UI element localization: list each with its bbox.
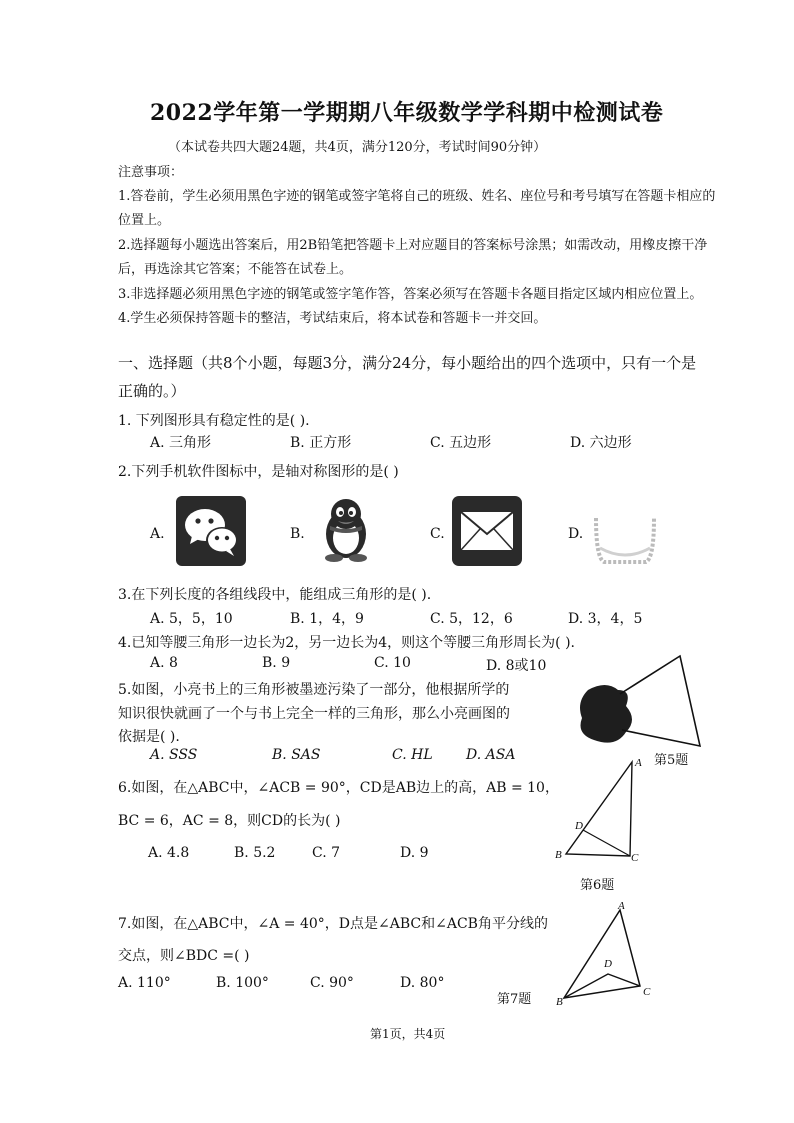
page-number: 第1页，共4页 <box>370 1027 446 1041</box>
q5-option-d: D. ASA <box>466 747 516 763</box>
q6-label-d: D <box>575 820 583 832</box>
q7-option-c: C. 90° <box>310 975 354 991</box>
q7-option-b: B. 100° <box>216 975 269 991</box>
q2-option-c: C. <box>430 526 445 542</box>
q4-option-b: B. 9 <box>262 655 291 671</box>
question-6-line: BC = 6，AC = 8，则CD的长为( ) <box>118 813 341 829</box>
wechat-icon <box>176 496 246 566</box>
notice-line: 位置上。 <box>118 213 171 228</box>
q7-option-a: A. 110° <box>118 975 171 991</box>
question-5-line: 依据是( ). <box>118 729 180 745</box>
question-3-stem: 3.在下列长度的各组线段中，能组成三角形的是( ). <box>118 587 432 603</box>
question-2-stem: 2.下列手机软件图标中，是轴对称图形的是( ) <box>118 464 399 480</box>
q6-figure <box>552 756 652 866</box>
question-7-line: 交点，则∠BDC =( ) <box>118 948 250 964</box>
section-heading: 一、选择题（共8个小题，每题3分，满分24分，每小题给出的四个选项中，只有一个是 <box>118 354 697 372</box>
q5-figure <box>570 650 720 750</box>
question-7-line: 7.如图，在△ABC中，∠A = 40°，D点是∠ABC和∠ACB角平分线的 <box>118 916 548 932</box>
notice-line: 3.非选择题必须用黑色字迹的钢笔或签字笔作答，答案必须写在答题卡各题目指定区域内相应位置上。 <box>118 287 703 302</box>
question-5-line: 5.如图，小亮书上的三角形被墨迹污染了一部分，他根据所学的 <box>118 682 510 698</box>
q6-label-c: C <box>631 852 639 864</box>
mail-icon <box>452 496 522 566</box>
q7-option-d: D. 80° <box>400 975 445 991</box>
notice-line: 1.答卷前，学生必须用黑色字迹的钢笔或签字笔将自己的班级、姓名、座位号和考号填写在答题卡相应的 <box>118 189 716 204</box>
q6-option-c: C. 7 <box>312 845 341 861</box>
q4-option-a: A. 8 <box>150 655 178 671</box>
page-title: 2022学年第一学期期八年级数学学科期中检测试卷 <box>150 100 664 126</box>
q7-figure <box>556 902 656 1008</box>
q3-option-b: B. 1，4，9 <box>290 611 364 627</box>
q1-option-d: D. 六边形 <box>570 435 632 451</box>
q6-label-b: B <box>555 849 562 861</box>
notice-line: 后，再选涂其它答案；不能答在试卷上。 <box>118 262 353 277</box>
q4-option-c: C. 10 <box>374 655 411 671</box>
q3-option-c: C. 5，12，6 <box>430 611 513 627</box>
q5-option-a: A. SSS <box>150 747 198 763</box>
q2-option-b: B. <box>290 526 305 542</box>
q4-option-d: D. 8或10 <box>486 658 547 674</box>
q7-label-d: D <box>604 958 612 970</box>
partial-app-icon <box>594 508 656 566</box>
q7-label-b: B <box>556 996 563 1008</box>
q5-option-c: C. HL <box>392 747 433 763</box>
q5-caption: 第5题 <box>654 753 689 768</box>
exam-info: （本试卷共四大题24题，共4页，满分120分，考试时间90分钟） <box>168 140 547 155</box>
notice-line: 4.学生必须保持答题卡的整洁，考试结束后，将本试卷和答题卡一并交回。 <box>118 311 547 326</box>
q7-label-a: A <box>618 900 625 912</box>
q6-option-a: A. 4.8 <box>148 845 190 861</box>
q5-option-b: B. SAS <box>272 747 321 763</box>
question-5-line: 知识很快就画了一个与书上完全一样的三角形，那么小亮画图的 <box>118 706 510 722</box>
q1-option-b: B. 正方形 <box>290 435 352 451</box>
q7-caption: 第7题 <box>497 992 532 1007</box>
question-4-stem: 4.已知等腰三角形一边长为2，另一边长为4，则这个等腰三角形周长为( ). <box>118 635 575 651</box>
qq-penguin-icon <box>312 496 380 562</box>
q6-option-b: B. 5.2 <box>234 845 276 861</box>
q6-option-d: D. 9 <box>400 845 429 861</box>
question-1-stem: 1. 下列图形具有稳定性的是( ). <box>118 413 310 429</box>
notice-line: 2.选择题每小题选出答案后，用2B铅笔把答题卡上对应题目的答案标号涂黑；如需改动，用橡皮擦干净 <box>118 238 708 253</box>
section-heading-cont: 正确的。） <box>118 382 186 400</box>
q2-option-a: A. <box>150 526 165 542</box>
q7-label-c: C <box>643 986 651 998</box>
q3-option-a: A. 5，5，10 <box>150 611 233 627</box>
notice-heading: 注意事项： <box>118 165 184 180</box>
question-6-line: 6.如图，在△ABC中，∠ACB = 90°，CD是AB边上的高，AB = 10， <box>118 780 559 796</box>
q1-option-a: A. 三角形 <box>150 435 212 451</box>
q2-option-d: D. <box>568 526 584 542</box>
q3-option-d: D. 3，4，5 <box>568 611 643 627</box>
q6-caption: 第6题 <box>580 878 615 893</box>
q6-label-a: A <box>635 757 642 769</box>
q1-option-c: C. 五边形 <box>430 435 492 451</box>
